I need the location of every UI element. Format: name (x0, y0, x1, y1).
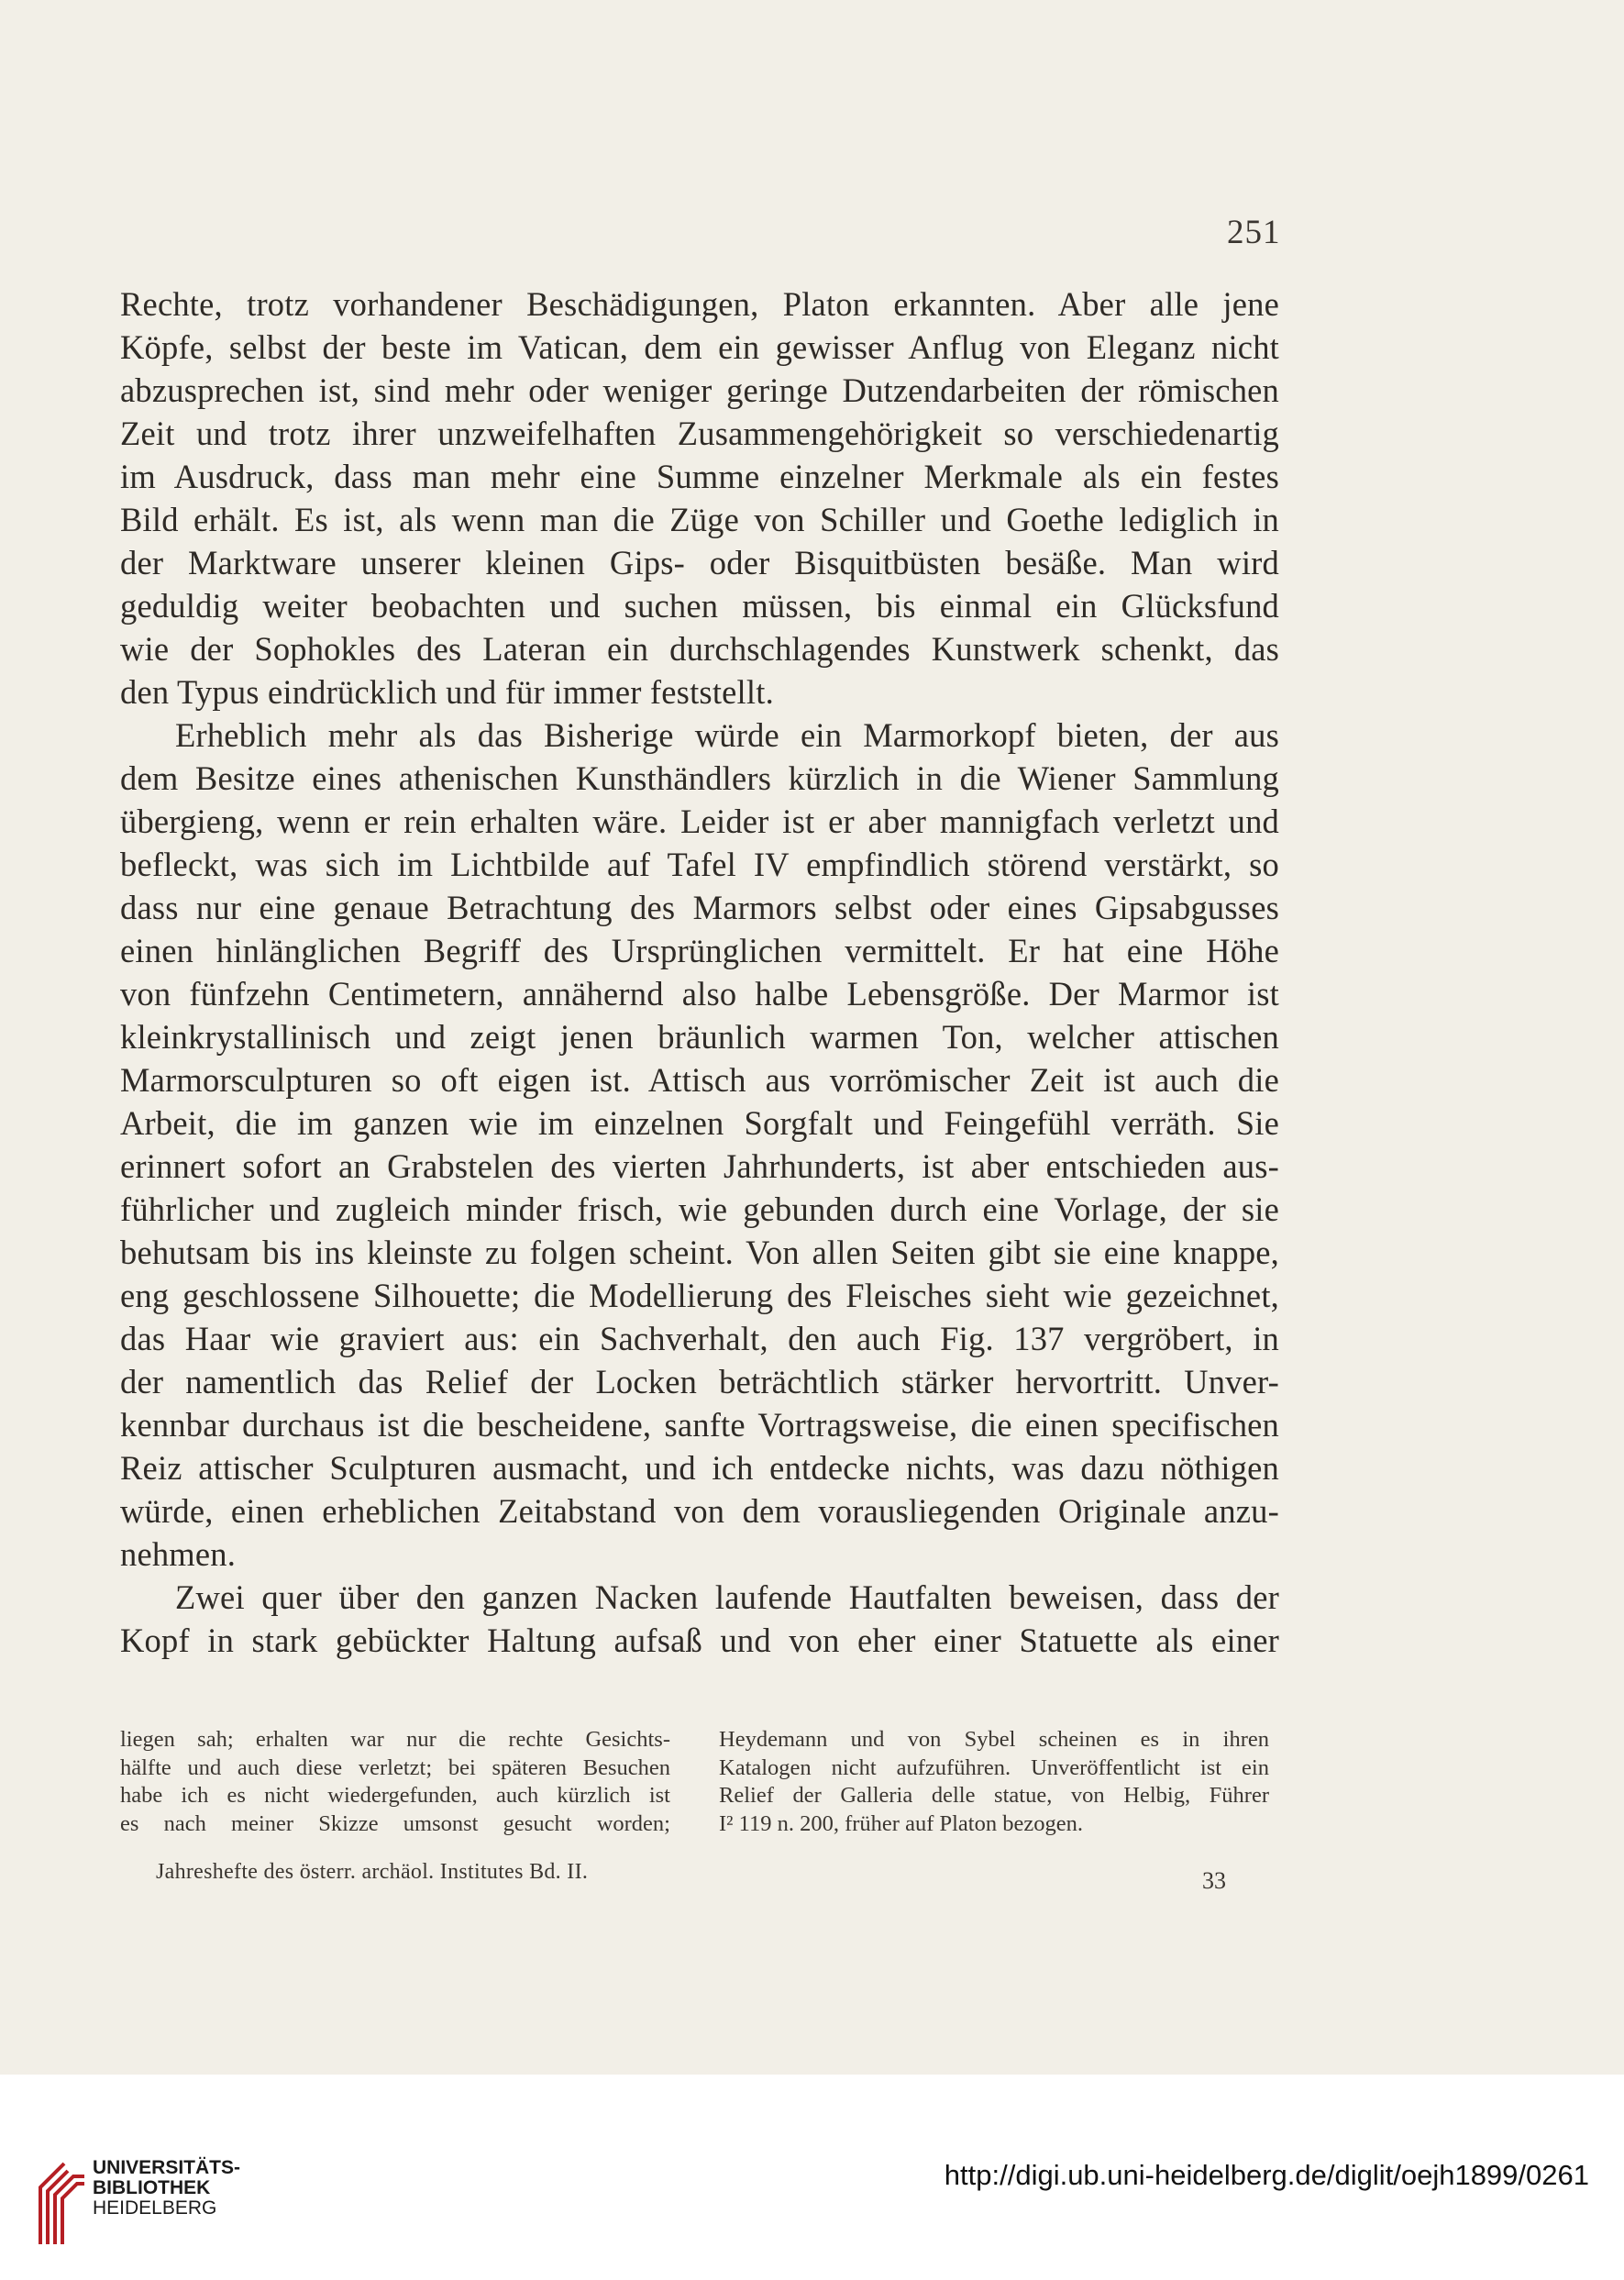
body-line: abzusprechen ist, sind mehr oder weniger geringe Dutzendarbeiten der römischen (120, 371, 1279, 409)
footnote-line: Relief der Galleria delle statue, von Helbig, Führer (719, 1783, 1269, 1808)
footnote-line: es nach meiner Skizze umsonst gesucht worden; (120, 1810, 670, 1836)
footnote-line: hälfte und auch diese verletzt; bei späteren Besuchen (120, 1754, 670, 1780)
ub-heidelberg-logo-icon[interactable] (37, 2156, 86, 2248)
footnote-column-left (120, 1726, 670, 1838)
body-line: das Haar wie graviert aus: ein Sachverhalt, den auch Fig. 137 vergröbert, in (120, 1320, 1279, 1357)
body-line: behutsam bis ins kleinste zu folgen scheint. Von allen Seiten gibt sie eine knappe, (120, 1234, 1279, 1271)
footnote-line: Heydemann und von Sybel scheinen es in ihren (719, 1727, 1269, 1752)
body-line: Bild erhält. Es ist, als wenn man die Züge von Schiller und Goethe lediglich in (120, 501, 1279, 538)
body-line: kennbar durchaus ist die bescheidene, sanfte Vortragsweise, die einen specifischen (120, 1406, 1279, 1444)
page-number: 251 (1227, 214, 1281, 251)
body-line: Marmorsculpturen so oft eigen ist. Attisch aus vorrömischer Zeit ist auch die (120, 1061, 1279, 1099)
body-line: dem Besitze eines athenischen Kunsthändlers kürzlich in die Wiener Sammlung (120, 759, 1279, 797)
body-line: befleckt, was sich im Lichtbilde auf Tafel IV empfindlich störend verstärkt, so (120, 846, 1279, 883)
body-line: kleinkrystallinisch und zeigt jenen bräunlich warmen Ton, welcher attischen (120, 1018, 1279, 1056)
body-line: Reiz attischer Sculpturen ausmacht, und ich entdecke nichts, was dazu nöthigen (120, 1449, 1279, 1487)
footnote-line: I² 119 n. 200, früher auf Platon bezogen. (719, 1810, 1083, 1836)
body-line: von fünfzehn Centimetern, annähernd also halbe Lebensgröße. Der Marmor ist (120, 975, 1279, 1013)
body-line: der namentlich das Relief der Locken beträchtlich stärker hervortritt. Unver- (120, 1363, 1279, 1400)
body-line: Zeit und trotz ihrer unzweifelhaften Zusammengehörigkeit so verschiedenartig (120, 415, 1279, 452)
journal-signature: Jahreshefte des österr. archäol. Institutes Bd. II. (156, 1860, 589, 1884)
body-line: wie der Sophokles des Lateran ein durchschlagendes Kunstwerk schenkt, das (120, 630, 1279, 668)
library-line-1: UNIVERSITÄTS- (93, 2157, 241, 2178)
library-name[interactable] (93, 2158, 240, 2219)
body-line: Zwei quer über den ganzen Nacken laufende Hautfalten beweisen, dass der (175, 1578, 1279, 1616)
library-line-3: HEIDELBERG (93, 2197, 217, 2219)
body-line: den Typus eindrücklich und für immer feststellt. (120, 673, 774, 711)
body-line: Kopf in stark gebückter Haltung aufsaß und von eher einer Statuette als einer (120, 1621, 1279, 1659)
body-text (120, 282, 1279, 1662)
sheet-number: 33 (1202, 1867, 1226, 1894)
body-line: Erheblich mehr als das Bisherige würde ein Marmorkopf bieten, der aus (175, 716, 1279, 754)
footnote-line: Katalogen nicht aufzuführen. Unveröffentlicht ist ein (719, 1754, 1269, 1780)
body-line: dass nur eine genaue Betrachtung des Marmors selbst oder eines Gipsabgusses (120, 889, 1279, 926)
body-line: übergieng, wenn er rein erhalten wäre. Leider ist er aber mannigfach verletzt und (120, 802, 1279, 840)
footnote-column-right (719, 1726, 1269, 1838)
body-line: eng geschlossene Silhouette; die Modellierung des Fleisches sieht wie gezeichnet, (120, 1277, 1279, 1314)
body-line: geduldig weiter beobachten und suchen müssen, bis einmal ein Glücksfund (120, 587, 1279, 625)
library-line-2: BIBLIOTHEK (93, 2177, 211, 2198)
body-line: im Ausdruck, dass man mehr eine Summe einzelner Merkmale als ein festes (120, 458, 1279, 495)
body-line: nehmen. (120, 1535, 237, 1573)
body-line: Köpfe, selbst der beste im Vatican, dem ein gewisser Anflug von Eleganz nicht (120, 328, 1279, 366)
body-line: erinnert sofort an Grabstelen des vierten Jahrhunderts, ist aber entschieden aus- (120, 1147, 1279, 1185)
body-line: der Marktware unserer kleinen Gips- oder Bisquitbüsten besäße. Man wird (120, 544, 1279, 581)
footnote-line: liegen sah; erhalten war nur die rechte Gesichts- (120, 1727, 670, 1752)
body-line: würde, einen erheblichen Zeitabstand von dem vorausliegenden Originale anzu- (120, 1492, 1279, 1530)
body-line: führlicher und zugleich minder frisch, wie gebunden durch eine Vorlage, der sie (120, 1190, 1279, 1228)
source-url-link[interactable]: http://digi.ub.uni-heidelberg.de/diglit/oejh1899/0261 (944, 2159, 1589, 2191)
footnote-line: habe ich es nicht wiedergefunden, auch kürzlich ist (120, 1783, 670, 1808)
body-line: Arbeit, die im ganzen wie im einzelnen Sorgfalt und Feingefühl verräth. Sie (120, 1104, 1279, 1142)
body-line: Rechte, trotz vorhandener Beschädigungen, Platon erkannten. Aber alle jene (120, 285, 1279, 323)
body-line: einen hinlänglichen Begriff des Ursprünglichen vermittelt. Er hat eine Höhe (120, 932, 1279, 969)
